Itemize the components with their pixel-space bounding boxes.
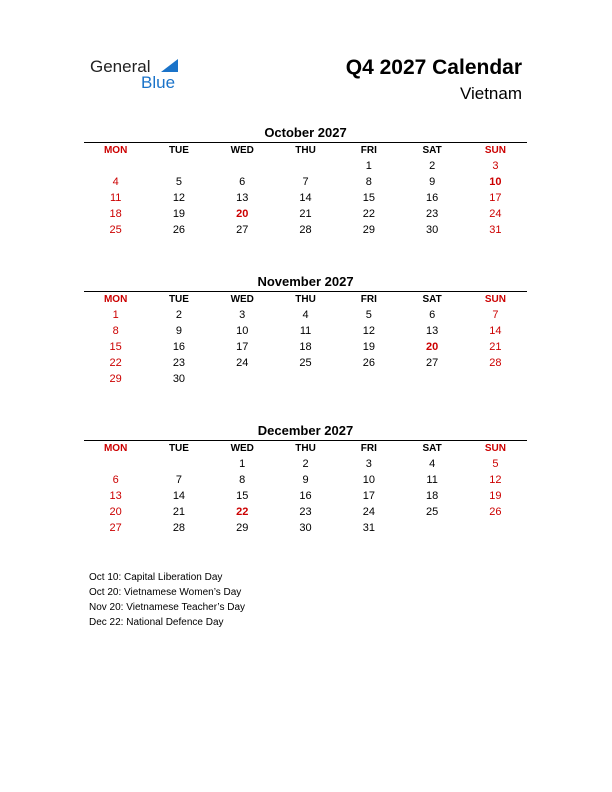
weekday-header-sun: SUN xyxy=(484,294,506,305)
day-cell: 23 xyxy=(172,357,186,369)
day-cell: 26 xyxy=(172,224,186,236)
day-cell: 23 xyxy=(426,208,439,220)
day-cell: 8 xyxy=(365,176,372,188)
weekday-header-fri: FRI xyxy=(360,294,377,305)
holiday-list xyxy=(89,570,245,630)
weekday-header-sat: SAT xyxy=(422,294,442,305)
day-cell: 27 xyxy=(426,357,439,369)
day-cell: 16 xyxy=(172,341,186,353)
holiday-day-cell: 20 xyxy=(236,208,249,220)
weekday-header-wed: WED xyxy=(230,145,254,156)
weekday-header-tue: TUE xyxy=(168,294,189,305)
holiday-item: Oct 20: Vietnamese Women’s Day xyxy=(89,587,242,598)
weekday-header-thu: THU xyxy=(295,145,316,156)
weekday-header-mon: MON xyxy=(103,294,128,305)
day-cell: 9 xyxy=(175,325,182,337)
day-cell: 12 xyxy=(362,325,375,337)
month-title: November 2027 xyxy=(257,274,354,289)
day-cell: 21 xyxy=(172,506,186,518)
day-cell: 24 xyxy=(362,506,375,518)
day-cell: 4 xyxy=(429,458,436,470)
weekday-header-mon: MON xyxy=(103,443,128,454)
month-title: December 2027 xyxy=(257,423,354,438)
empty-cell xyxy=(274,158,337,174)
empty-cell xyxy=(147,158,210,174)
month-block xyxy=(84,422,527,536)
day-cell: 11 xyxy=(109,192,122,204)
month-block xyxy=(84,273,527,387)
month-grid xyxy=(84,292,527,387)
day-cell: 21 xyxy=(489,341,502,353)
day-cell: 29 xyxy=(109,373,122,385)
month-title: October 2027 xyxy=(264,125,347,140)
weekday-header-fri: FRI xyxy=(360,443,377,454)
day-cell: 6 xyxy=(112,474,119,486)
weekday-header-thu: THU xyxy=(295,294,316,305)
day-cell: 17 xyxy=(236,341,249,353)
day-cell: 1 xyxy=(239,458,246,470)
day-cell: 21 xyxy=(299,208,312,220)
day-cell: 23 xyxy=(299,506,312,518)
weekday-header-sun: SUN xyxy=(484,145,506,156)
day-cell: 14 xyxy=(489,325,502,337)
day-cell: 19 xyxy=(362,341,375,353)
weekday-header-tue: TUE xyxy=(168,443,189,454)
weekday-header-sun: SUN xyxy=(484,443,506,454)
day-cell: 24 xyxy=(489,208,502,220)
day-cell: 7 xyxy=(492,309,499,321)
day-cell: 25 xyxy=(426,506,439,518)
day-cell: 14 xyxy=(172,490,186,502)
day-cell: 8 xyxy=(112,325,119,337)
day-cell: 3 xyxy=(492,160,499,172)
day-cell: 19 xyxy=(172,208,186,220)
day-cell: 14 xyxy=(299,192,312,204)
day-cell: 28 xyxy=(489,357,502,369)
day-cell: 11 xyxy=(426,474,438,486)
page-title: Q4 2027 Calendar xyxy=(345,56,522,79)
holiday-day-cell: 20 xyxy=(426,341,439,353)
day-cell: 31 xyxy=(362,522,375,534)
day-cell: 24 xyxy=(236,357,249,369)
day-cell: 1 xyxy=(365,160,372,172)
day-cell: 25 xyxy=(109,224,122,236)
day-cell: 22 xyxy=(109,357,122,369)
day-cell: 28 xyxy=(172,522,186,534)
day-cell: 7 xyxy=(302,176,309,188)
day-cell: 13 xyxy=(109,490,122,502)
day-cell: 25 xyxy=(299,357,312,369)
day-cell: 27 xyxy=(109,522,122,534)
weekday-header-thu: THU xyxy=(295,443,316,454)
day-cell: 22 xyxy=(362,208,375,220)
logo-blue-text: Blue xyxy=(141,73,176,92)
day-cell: 26 xyxy=(489,506,502,518)
month-grid xyxy=(84,143,527,238)
day-cell: 5 xyxy=(492,458,499,470)
day-cell: 4 xyxy=(302,309,309,321)
empty-cell xyxy=(84,456,147,472)
day-cell: 6 xyxy=(429,309,436,321)
month-block xyxy=(84,124,527,238)
empty-cell xyxy=(211,158,274,174)
day-cell: 29 xyxy=(236,522,249,534)
day-cell: 10 xyxy=(362,474,375,486)
day-cell: 19 xyxy=(489,490,502,502)
day-cell: 30 xyxy=(426,224,439,236)
day-cell: 11 xyxy=(299,325,312,337)
country-name: Vietnam xyxy=(459,84,522,103)
day-cell: 3 xyxy=(239,309,246,321)
day-cell: 18 xyxy=(299,341,312,353)
month-grid xyxy=(84,441,527,536)
day-cell: 18 xyxy=(109,208,122,220)
holiday-item: Oct 10: Capital Liberation Day xyxy=(89,572,223,583)
weekday-header-wed: WED xyxy=(230,294,254,305)
day-cell: 27 xyxy=(236,224,249,236)
day-cell: 5 xyxy=(365,309,372,321)
day-cell: 26 xyxy=(362,357,375,369)
day-cell: 5 xyxy=(175,176,182,188)
day-cell: 2 xyxy=(302,458,309,470)
day-cell: 15 xyxy=(109,341,122,353)
day-cell: 8 xyxy=(239,474,246,486)
empty-cell xyxy=(147,456,210,472)
day-cell: 16 xyxy=(299,490,312,502)
day-cell: 15 xyxy=(236,490,249,502)
day-cell: 2 xyxy=(429,160,436,172)
weekday-header-sat: SAT xyxy=(422,145,442,156)
day-cell: 30 xyxy=(172,373,186,385)
day-cell: 3 xyxy=(365,458,372,470)
day-cell: 1 xyxy=(112,309,119,321)
day-cell: 29 xyxy=(362,224,375,236)
day-cell: 2 xyxy=(175,309,182,321)
weekday-header-wed: WED xyxy=(230,443,254,454)
day-cell: 16 xyxy=(426,192,439,204)
holiday-day-cell: 10 xyxy=(489,176,502,188)
weekday-header-sat: SAT xyxy=(422,443,442,454)
weekday-header-tue: TUE xyxy=(168,145,189,156)
day-cell: 31 xyxy=(489,224,502,236)
generalblue-logo xyxy=(90,57,200,97)
holiday-item: Nov 20: Vietnamese Teacher’s Day xyxy=(89,602,246,613)
day-cell: 9 xyxy=(302,474,309,486)
day-cell: 4 xyxy=(112,176,119,188)
weekday-header-fri: FRI xyxy=(360,145,377,156)
holiday-day-cell: 22 xyxy=(236,506,249,518)
day-cell: 28 xyxy=(299,224,312,236)
day-cell: 13 xyxy=(236,192,249,204)
day-cell: 13 xyxy=(426,325,439,337)
holiday-item: Dec 22: National Defence Day xyxy=(89,617,224,628)
day-cell: 10 xyxy=(236,325,249,337)
logo-general-text: General xyxy=(90,57,151,76)
day-cell: 18 xyxy=(426,490,439,502)
day-cell: 20 xyxy=(109,506,122,518)
day-cell: 9 xyxy=(429,176,436,188)
day-cell: 12 xyxy=(489,474,502,486)
day-cell: 17 xyxy=(362,490,375,502)
day-cell: 12 xyxy=(172,192,186,204)
day-cell: 30 xyxy=(299,522,312,534)
empty-cell xyxy=(84,158,147,174)
day-cell: 15 xyxy=(362,192,375,204)
day-cell: 7 xyxy=(175,474,182,486)
logo-triangle-icon xyxy=(161,59,178,72)
weekday-header-mon: MON xyxy=(103,145,128,156)
day-cell: 6 xyxy=(239,176,246,188)
day-cell: 17 xyxy=(489,192,502,204)
